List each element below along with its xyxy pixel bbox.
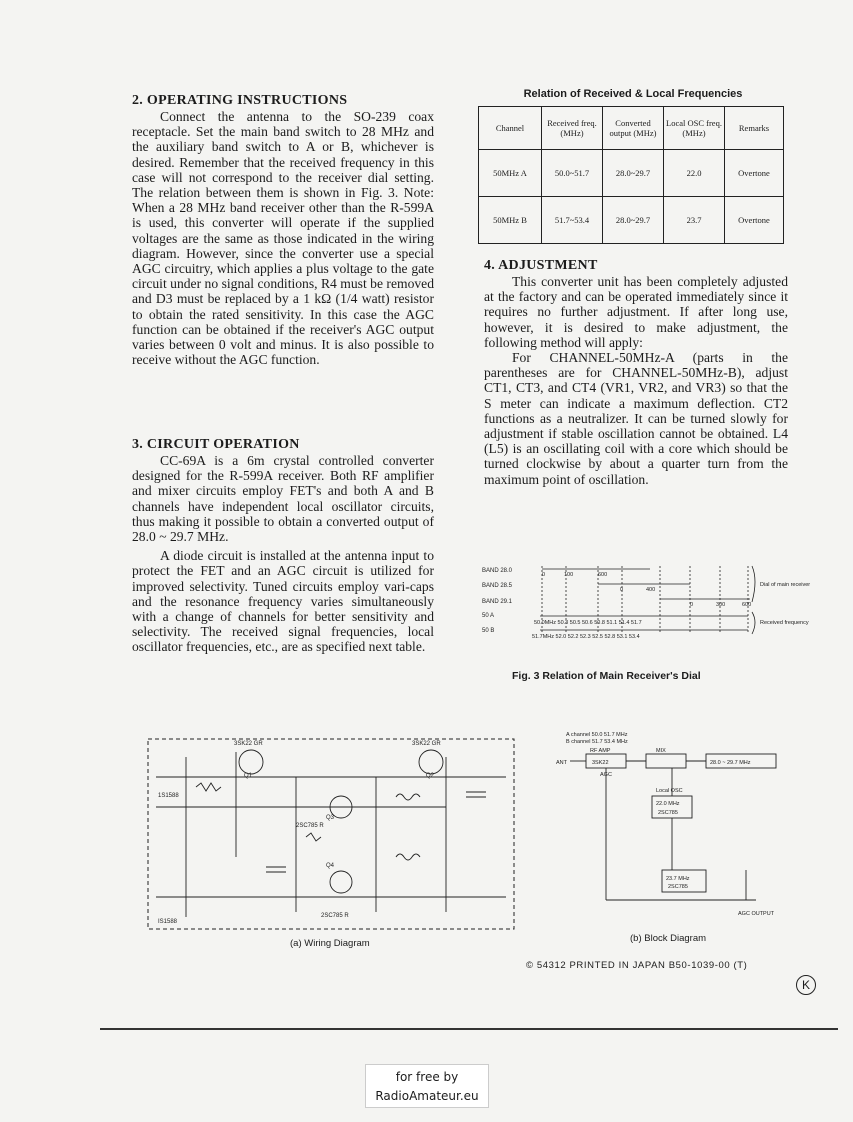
wiring-label: 2SC785 R bbox=[296, 823, 324, 829]
table-header-row bbox=[479, 107, 784, 150]
badge-line-2: RadioAmateur.eu bbox=[375, 1089, 479, 1103]
fig3-caption: Fig. 3 Relation of Main Receiver's Dial bbox=[512, 670, 701, 682]
bottom-rule bbox=[100, 1028, 838, 1030]
table-cell: Overtone bbox=[725, 150, 784, 197]
block-label: RF AMP bbox=[590, 748, 611, 754]
col-remarks: Remarks bbox=[725, 107, 784, 150]
section-4-heading: 4. ADJUSTMENT bbox=[484, 258, 598, 273]
row-a-ticks: 50.0MHz 50.3 50.5 50.6 50.8 51.1 51.4 51.7 bbox=[534, 620, 642, 626]
block-label: 22.0 MHz bbox=[656, 801, 680, 807]
block-label: AGC OUTPUT bbox=[738, 911, 775, 917]
section-2-body: Connect the antenna to the SO-239 coax receptacle. Set the main band switch to 28 MHz and the auxiliary band switch to A or B, whichever is desired. Remember that the received frequency in this case will not correspond to the receiver dial setting. The relation between them is shown in Fig. 3. Note: When a 28 MHz band receiver other than the R-599A is used, this converter will operate if the supplied voltages are the same as those indicated in the wiring diagram. However, since the converter use a special AGC circuitry, which applies a plus voltage to the gate circuit under no signal conditions, R4 must be removed and D3 must be replaced by a 1 kΩ (1/4 watt) resistor to obtain the rated sensitivity. In this case the AGC function can be obtained if the receiver's AGC output varies between 0 volt and minus. It is also possible to receive without the AGC function. bbox=[132, 109, 434, 368]
wiring-diagram bbox=[146, 737, 516, 932]
table-cell: 50.0~51.7 bbox=[542, 150, 603, 197]
row-label: BAND 28.5 bbox=[482, 583, 513, 589]
section-4-para-2: For CHANNEL-50MHz-A (parts in the parentheses are for CHANNEL-50MHz-B), adjust CT1, CT3, and CT4 (VR1, VR2, and VR3) so that the S meter can indicate a maximum deflection. CT2 functions as a neutralizer. It can be turned slowly for adjustment if stable oscillation cannot be obtained. L4 (L5) is an oscillating coil with a core which should be turned clockwise by about a quarter turn from the maximum point of oscillation. bbox=[484, 350, 788, 487]
table-title: Relation of Received & Local Frequencies bbox=[523, 88, 743, 100]
table-cell: Overtone bbox=[725, 197, 784, 244]
wiring-label: 1S1588 bbox=[158, 793, 179, 799]
table-cell: 28.0~29.7 bbox=[603, 197, 664, 244]
table-cell: 23.7 bbox=[664, 197, 725, 244]
wiring-label: Q2 bbox=[426, 773, 435, 779]
block-label: 2SC785 bbox=[668, 884, 688, 890]
section-operating-instructions bbox=[132, 93, 434, 367]
col-converted: Converted output (MHz) bbox=[603, 107, 664, 150]
block-label: A channel 50.0 51.7 MHz bbox=[566, 732, 628, 738]
row-label: BAND 28.0 bbox=[482, 568, 513, 574]
block-label: ANT bbox=[556, 760, 567, 766]
col-received: Received freq. (MHz) bbox=[542, 107, 603, 150]
block-label: 28.0 ~ 29.7 MHz bbox=[710, 760, 751, 766]
block-label: 3SK22 bbox=[592, 760, 609, 766]
dial-tick: 600 bbox=[598, 572, 608, 578]
col-local-osc: Local OSC freq. (MHz) bbox=[664, 107, 725, 150]
dial-relation-figure bbox=[480, 560, 811, 680]
col-channel: Channel bbox=[479, 107, 542, 150]
block-label: Local OSC bbox=[656, 788, 683, 794]
received-label: Received frequency bbox=[760, 620, 809, 626]
dial-tick: 0 bbox=[542, 572, 546, 578]
block-label: B channel 51.7 53.4 MHz bbox=[566, 739, 628, 745]
dial-tick: 600 bbox=[742, 602, 752, 608]
block-label: MIX bbox=[656, 748, 666, 754]
download-badge[interactable] bbox=[365, 1064, 489, 1108]
wiring-label: 2SC785 R bbox=[321, 913, 349, 919]
section-adjustment bbox=[484, 258, 788, 487]
table-cell: 50MHz A bbox=[479, 150, 542, 197]
row-label: 50 B bbox=[482, 628, 495, 634]
dial-tick: 0 bbox=[690, 602, 694, 608]
badge-line-1: for free by bbox=[395, 1070, 459, 1084]
table-row bbox=[479, 197, 784, 244]
right-column bbox=[478, 88, 788, 487]
block-caption: (b) Block Diagram bbox=[630, 933, 707, 944]
dial-tick: 300 bbox=[716, 602, 726, 608]
print-footer: © 54312 PRINTED IN JAPAN B50-1039-00 (T) bbox=[526, 960, 748, 971]
section-4-para-1: This converter unit has been completely adjusted at the factory and can be operated immediately since it requires no further adjustment. If after long use, however, it is desired to make adjustment, the following method will apply: bbox=[484, 274, 788, 350]
block-label: 23.7 MHz bbox=[666, 876, 690, 882]
dial-tick: 400 bbox=[646, 587, 656, 593]
wiring-label: Q3 bbox=[326, 815, 335, 821]
wiring-label: IS1588 bbox=[158, 919, 178, 925]
wiring-label: 3SK22 GR bbox=[412, 741, 441, 747]
row-label: BAND 29.1 bbox=[482, 599, 513, 605]
table-row bbox=[479, 150, 784, 197]
table-cell: 22.0 bbox=[664, 150, 725, 197]
section-2-heading: 2. OPERATING INSTRUCTIONS bbox=[132, 93, 348, 108]
wiring-label: 3SK22 GR bbox=[234, 741, 263, 747]
row-b-ticks: 51.7MHz 52.0 52.2 52.3 52.5 52.8 53.1 53.4 bbox=[532, 634, 640, 640]
block-label: AGC bbox=[600, 772, 612, 778]
block-label: 2SC785 bbox=[658, 810, 678, 816]
wiring-caption: (a) Wiring Diagram bbox=[290, 938, 370, 949]
table-cell: 51.7~53.4 bbox=[542, 197, 603, 244]
dial-label: Dial of main receiver bbox=[760, 582, 811, 588]
section-3-para-1: CC-69A is a 6m crystal controlled converter designed for the R-599A receiver. Both RF amplifier and mixer circuits employ FET's and both A and B channels have independent local oscillator circuits, thus making it possible to obtain a converted output of 28.0 ~ 29.7 MHz. bbox=[132, 453, 434, 545]
table-cell: 28.0~29.7 bbox=[603, 150, 664, 197]
table-cell: 50MHz B bbox=[479, 197, 542, 244]
row-label: 50 A bbox=[482, 613, 495, 619]
dial-tick: 100 bbox=[564, 572, 574, 578]
wiring-label: Q4 bbox=[326, 863, 335, 869]
section-3-heading: 3. CIRCUIT OPERATION bbox=[132, 437, 300, 452]
k-logo: K bbox=[796, 975, 816, 995]
wiring-label: Q1 bbox=[244, 773, 253, 779]
frequency-table bbox=[478, 106, 784, 244]
dial-tick: 0 bbox=[620, 587, 624, 593]
block-diagram bbox=[556, 730, 786, 920]
section-3-para-2: A diode circuit is installed at the antenna input to protect the FET and an AGC circuit is utilized for improved selectivity. Tuned circuits employ vari-caps and the resonance frequency varies simultaneously with a change of channels for better sensitivity and selectivity. The received signal frequencies, local oscillator frequencies, etc., are as specified next table. bbox=[132, 548, 434, 655]
section-circuit-operation bbox=[132, 437, 434, 655]
